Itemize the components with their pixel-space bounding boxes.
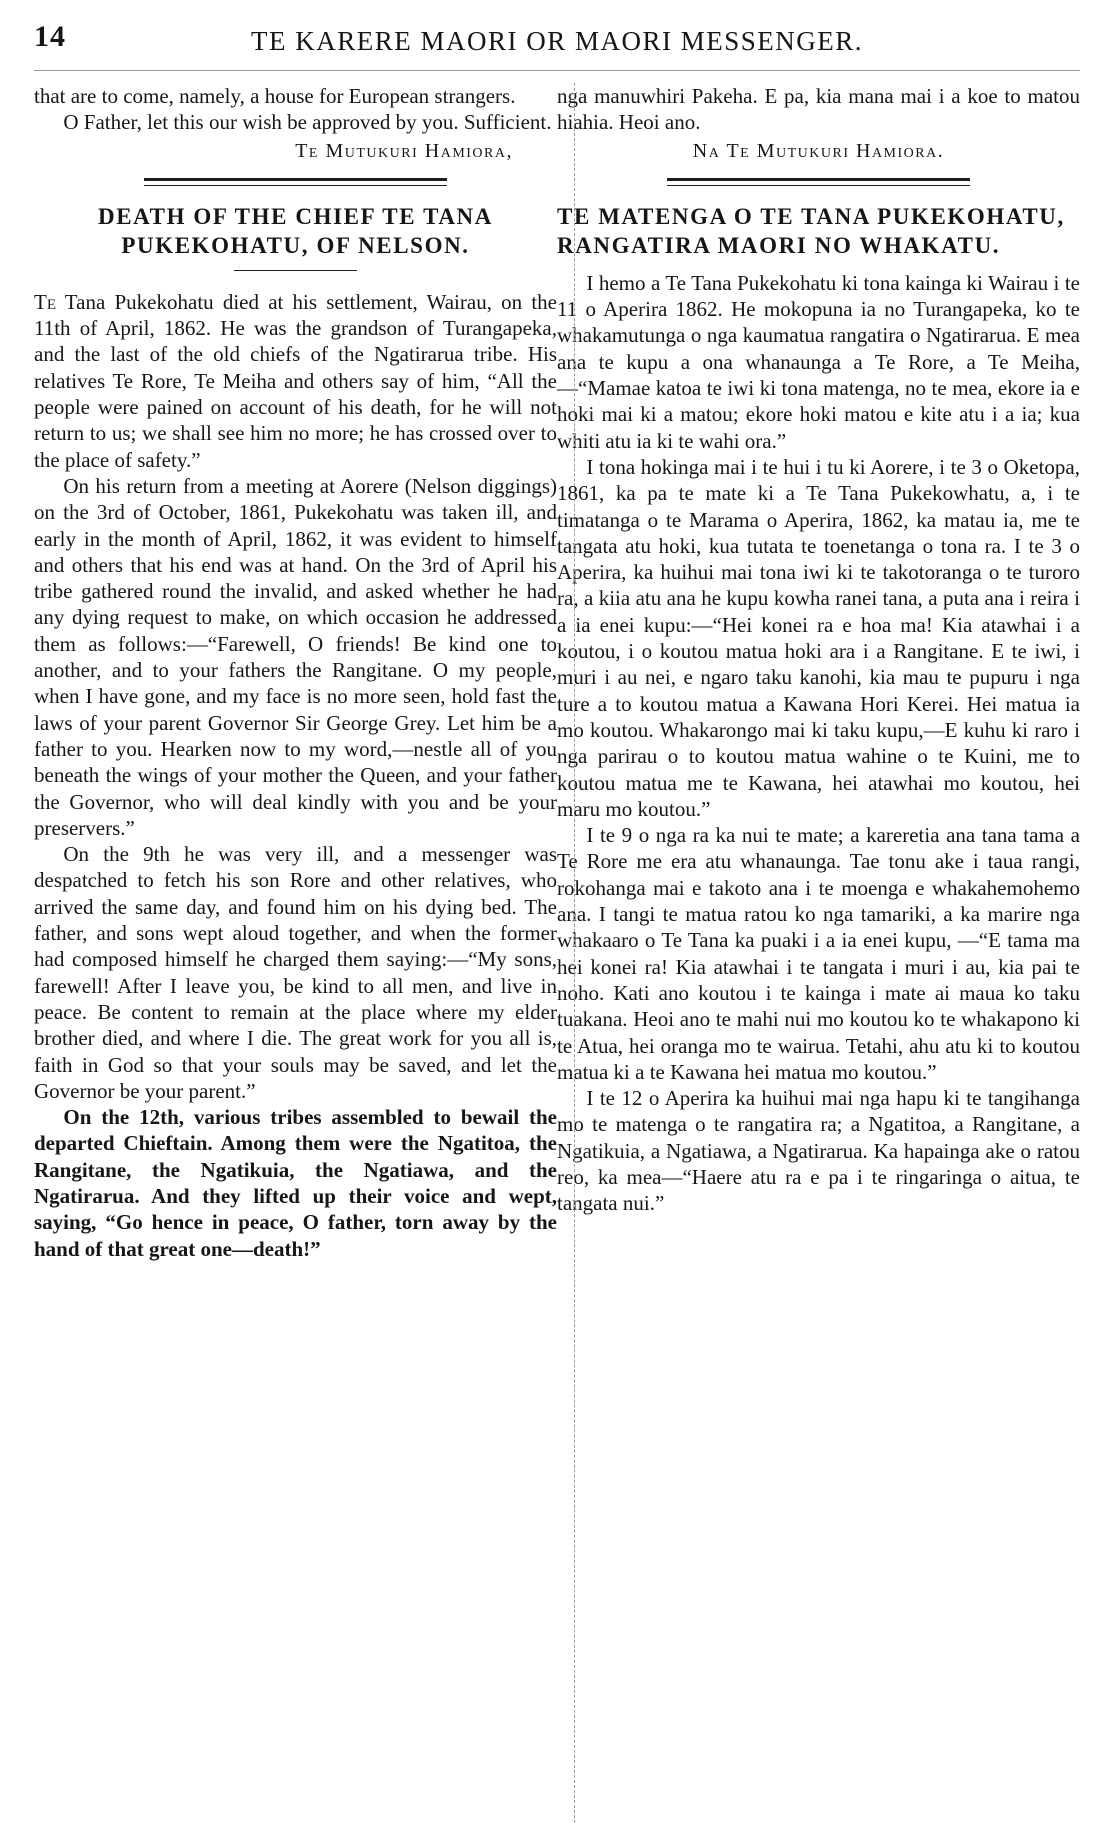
- maori-paragraph-3: I te 9 o nga ra ka nui te mate; a kareretia ana tana tama a Te Rore me era atu whanaunga. Tae tonu ake i taua rangi, rokohanga mai e takoto ana i te moenga e whakahemohemo ana. I tangi te matua ratou ko nga tamariki, a ka marire nga whakaaro o Te Tana ka puaki i a ia enei kupu, —“E tama ma hei konei ra! Kia atawhai i te tangata i muri i au, kia pai te noho. Kati ano koutou i te kainga i mate ai maua ko taku tuakana. Heoi ano te mahi nui mo koutou ko te whakapono ki te Atua, hei oranga mo te wairua. Tetahi, ahu atu ki to koutou matua ki a te Kawana hei matua mo koutou.”: [557, 823, 1080, 1084]
- english-intro-paragraph-1: that are to come, namely, a house for European strangers.: [34, 84, 516, 108]
- english-paragraph-1-text: Tana Pukekohatu died at his settlement, Wairau, on the 11th of April, 1862. He was the grandson of Turangapeka, and the last of the old chiefs of the Ngatirarua tribe. His relatives Te Rore, Te Meiha and others say of him, “All the people were pained on account of his death, for he will not return to us; we shall see him no more; he has crossed over to the place of safety.”: [34, 289, 557, 472]
- english-article-title: DEATH OF THE CHIEF TE TANA PUKEKOHATU, OF NELSON.: [98, 203, 493, 258]
- column-divider: [574, 83, 575, 1823]
- maori-intro-signature: Na Te Mutukuri Hamiora.: [692, 139, 945, 162]
- english-paragraph-1: [34, 289, 557, 473]
- english-intro-signature: Te Mutukuri Hamiora,: [295, 139, 513, 162]
- maori-paragraph-4: I te 12 o Aperira ka huihui mai nga hapu ki te tangihanga mo te matenga o te rangatira ra; a Ngatitoa, a Rangitane, a Ngatikuia, a Ngatiawa, a Ngatirarua. Ka hapainga ake o ratou reo, ka mea—“Haere atu ra e pa i te ringaringa o aitua, te tangata nui.”: [557, 1086, 1080, 1216]
- english-column: [34, 83, 557, 1262]
- section-rule-thin: [144, 185, 447, 186]
- maori-section-rule-thin: [667, 185, 970, 186]
- english-intro-paragraph-2: O Father, let this our wish be approved by you. Sufficient.: [63, 110, 552, 135]
- maori-paragraph-2: I tona hokinga mai i te hui i tu ki Aorere, i te 3 o Oketopa, 1861, ka pa te mate ki a Te Tana Pukekowhatu, a, i te timatanga o te Marama o Aperira, 1862, ka matau ia, me te tangata atu hoki, kua tutata te toenetanga o tona ra. I te 3 o Aperira, ka huihui mai tona iwi ki te takotoranga o te turoro ra, a kiia atu ana he kupu kowha ranei tana, a puta ana i reira i a ia enei kupu:—“Hei konei ra e hoa ma! Kia atawhai i a koutou, i o koutou matua hoki ara i a Rangitane. E te iwi, i muri i au nei, e ngaro taku kanohi, kia mau te pupuru i nga ture a to koutou matua a Kawana Hori Kerei. Hei matua ia mo koutou. Whakarongo mai ki taku kupu,—E kuhu ki raro i nga parirau o to koutou matua wahine o te Kuini, me to koutou matua me te Kawana, hei atawhai mo koutou, hei maru mo koutou.”: [557, 454, 1080, 821]
- two-column-body: [34, 83, 1080, 1262]
- maori-column: [557, 83, 1080, 1262]
- english-paragraph-2: On his return from a meeting at Aorere (Nelson diggings) on the 3rd of October, 1861, Pukekohatu was taken ill, and early in the month of April, 1862, it was evident to himself and others that his end was at hand. On the 3rd of April his tribe gathered round the invalid, and asked whether he had any dying request to make, on which occasion he addressed them as follows:—“Farewell, O friends! Be kind one to another, and to your fathers the Rangitane. O my people, when I have gone, and my face is no more seen, hold fast the laws of your parent Governor Sir George Grey. Let him be a father to you. Hearken now to my word,—nestle all of you beneath the wings of your mother the Queen, and your father the Governor, who will deal kindly with you and be your preservers.”: [34, 473, 557, 840]
- page-header: [34, 20, 1080, 71]
- running-title: TE KARERE MAORI OR MAORI MESSENGER.: [250, 26, 864, 56]
- title-rule: [234, 270, 357, 271]
- maori-intro-paragraph: nga manuwhiri Pakeha. E pa, kia mana mai i a koe to matou hiahia. Heoi ano.: [557, 84, 1080, 135]
- english-paragraph-4: On the 12th, various tribes assembled to bewail the departed Chieftain. Among them were the Ngatitoa, the Rangitane, the Ngatikuia, the Ngatiawa, and the Ngatirarua. And they lifted up their voice and wept, saying, “Go hence in peace, O father, torn away by the hand of that great one—death!”: [34, 1105, 557, 1261]
- section-rule-thick: [144, 178, 447, 181]
- english-paragraph-1-lead: Te: [34, 289, 56, 314]
- maori-title-spacer: [557, 260, 1080, 270]
- page-number: 14: [34, 20, 66, 53]
- english-paragraph-3: On the 9th he was very ill, and a messenger was despatched to fetch his son Rore and other relatives, who arrived the same day, and found him on his dying bed. The father, and sons wept aloud together, and when the former had composed himself he charged them saying:—“My sons, farewell! After I leave you, be kind to all men, and live in peace. Be content to remain at the place where my elder brother died, and where I die. The great work for you all is, faith in God so that your souls may be saved, and let the Governor be your parent.”: [34, 842, 557, 1103]
- maori-section-rule-thick: [667, 178, 970, 181]
- maori-paragraph-1: I hemo a Te Tana Pukekohatu ki tona kainga ki Wairau i te 11 o Aperira 1862. He mokopuna ia no Turangapeka, ko te whakamutunga o nga kaumatua rangatira o Ngatirarua. E mea ana te kupu a ona whanaunga a Te Rore, a Te Meiha,—“Mamae katoa te iwi ki tona matenga, no te mea, ekore ia e hoki mai ki a matou; ekore hoki matou e kite atu i a ia; kua whiti atu ia ki te wahi ora.”: [557, 270, 1080, 453]
- maori-article-title: TE MATENGA O TE TANA PUKEKOHATU, RANGATIRA MAORI NO WHAKATU.: [557, 203, 1065, 258]
